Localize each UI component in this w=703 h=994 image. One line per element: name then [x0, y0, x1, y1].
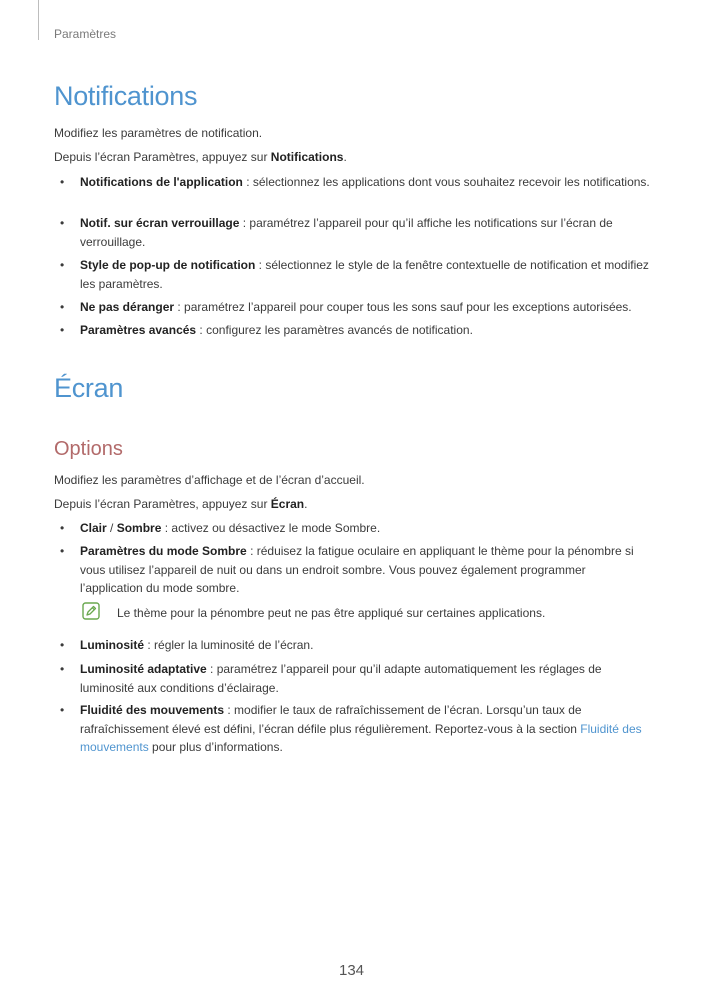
page-number: 134 — [338, 962, 365, 979]
bullet-icon: • — [60, 662, 65, 676]
bullet-icon: • — [60, 175, 65, 189]
item-description: : modifier le taux de rafraîchissement de l’écran. Lorsqu’un taux de rafraîchissement élevé est défini, l’écran défile plus régulièrement. Reportez-vous à la section — [80, 703, 582, 736]
bullet-icon: • — [60, 521, 65, 535]
item-label: Fluidité des mouvements — [80, 703, 225, 717]
list-item — [60, 636, 650, 655]
section-title-ecran: Écran — [54, 373, 124, 403]
item-description: : paramétrez l’appareil pour couper tous les sons sauf pour les exceptions autorisées. — [174, 300, 632, 314]
item-separator: / — [106, 521, 117, 535]
item-description: : configurez les paramètres avancés de notification. — [196, 323, 473, 337]
header-divider — [38, 0, 39, 40]
item-description-end: pour plus d’informations. — [148, 740, 283, 754]
bullet-icon: • — [60, 258, 65, 272]
item-description: : paramétrez l’appareil pour qu’il adapte automatiquement les réglages de luminosité aux conditions d’éclairage. — [80, 662, 602, 695]
item-label: Notifications de l'application — [80, 175, 243, 189]
subsection-title-options: Options — [54, 438, 123, 460]
note-text: Le thème pour la pénombre peut ne pas être appliqué sur certaines applications. — [117, 606, 546, 620]
list-item — [60, 298, 650, 317]
item-description: : activez ou désactivez le mode Sombre. — [161, 521, 381, 535]
list-item — [60, 701, 650, 757]
bullet-icon: • — [60, 300, 65, 314]
path-suffix: . — [304, 497, 308, 511]
list-item — [60, 321, 650, 340]
path-prefix: Depuis l’écran Paramètres, appuyez sur — [54, 497, 271, 511]
list-item — [60, 256, 650, 293]
path-target: Écran — [270, 497, 305, 511]
item-label: Luminosité — [80, 638, 145, 652]
item-label: Clair — [80, 521, 107, 535]
item-description: : réduisez la fatigue oculaire en appliquant le thème pour la pénombre si vous utilisez l’appareil de nuit ou dans un endroit sombre. Vous pouvez également programmer l’application du mode sombre. — [80, 544, 634, 595]
item-label: Notif. sur écran verrouillage — [80, 216, 240, 230]
ecran-path — [54, 495, 307, 513]
list-item — [60, 173, 650, 192]
bullet-icon: • — [60, 703, 65, 717]
path-target: Notifications — [270, 150, 344, 164]
list-item — [60, 660, 650, 697]
list-item — [60, 519, 650, 538]
path-suffix: . — [343, 150, 347, 164]
item-label: Paramètres avancés — [80, 323, 197, 337]
notifications-intro: Modifiez les paramètres de notification. — [54, 126, 263, 140]
bullet-icon: • — [60, 216, 65, 230]
item-description: : régler la luminosité de l’écran. — [144, 638, 314, 652]
item-label: Luminosité adaptative — [80, 662, 207, 676]
list-item — [60, 542, 650, 598]
bullet-icon: • — [60, 323, 65, 337]
item-label: Ne pas déranger — [80, 300, 175, 314]
item-description: : sélectionnez le style de la fenêtre contextuelle de notification et modifiez les paramètres. — [80, 258, 649, 291]
note-pencil-icon — [82, 602, 100, 620]
bullet-icon: • — [60, 638, 65, 652]
ecran-intro: Modifiez les paramètres d’affichage et de l’écran d’accueil. — [54, 473, 365, 487]
notifications-path — [54, 148, 347, 166]
list-item — [60, 214, 650, 251]
section-title-notifications: Notifications — [54, 81, 198, 111]
bullet-icon: • — [60, 544, 65, 558]
path-prefix: Depuis l’écran Paramètres, appuyez sur — [54, 150, 271, 164]
fluidite-link[interactable]: Fluidité des mouvements — [80, 721, 642, 754]
item-description: : paramétrez l’appareil pour qu’il affiche les notifications sur l’écran de verrouillage. — [80, 216, 613, 249]
breadcrumb: Paramètres — [54, 27, 117, 41]
item-label: Style de pop-up de notification — [80, 258, 256, 272]
item-description: : sélectionnez les applications dont vous souhaitez recevoir les notifications. — [242, 175, 650, 189]
item-label-2: Sombre — [116, 521, 162, 535]
item-label: Paramètres du mode Sombre — [80, 544, 247, 558]
